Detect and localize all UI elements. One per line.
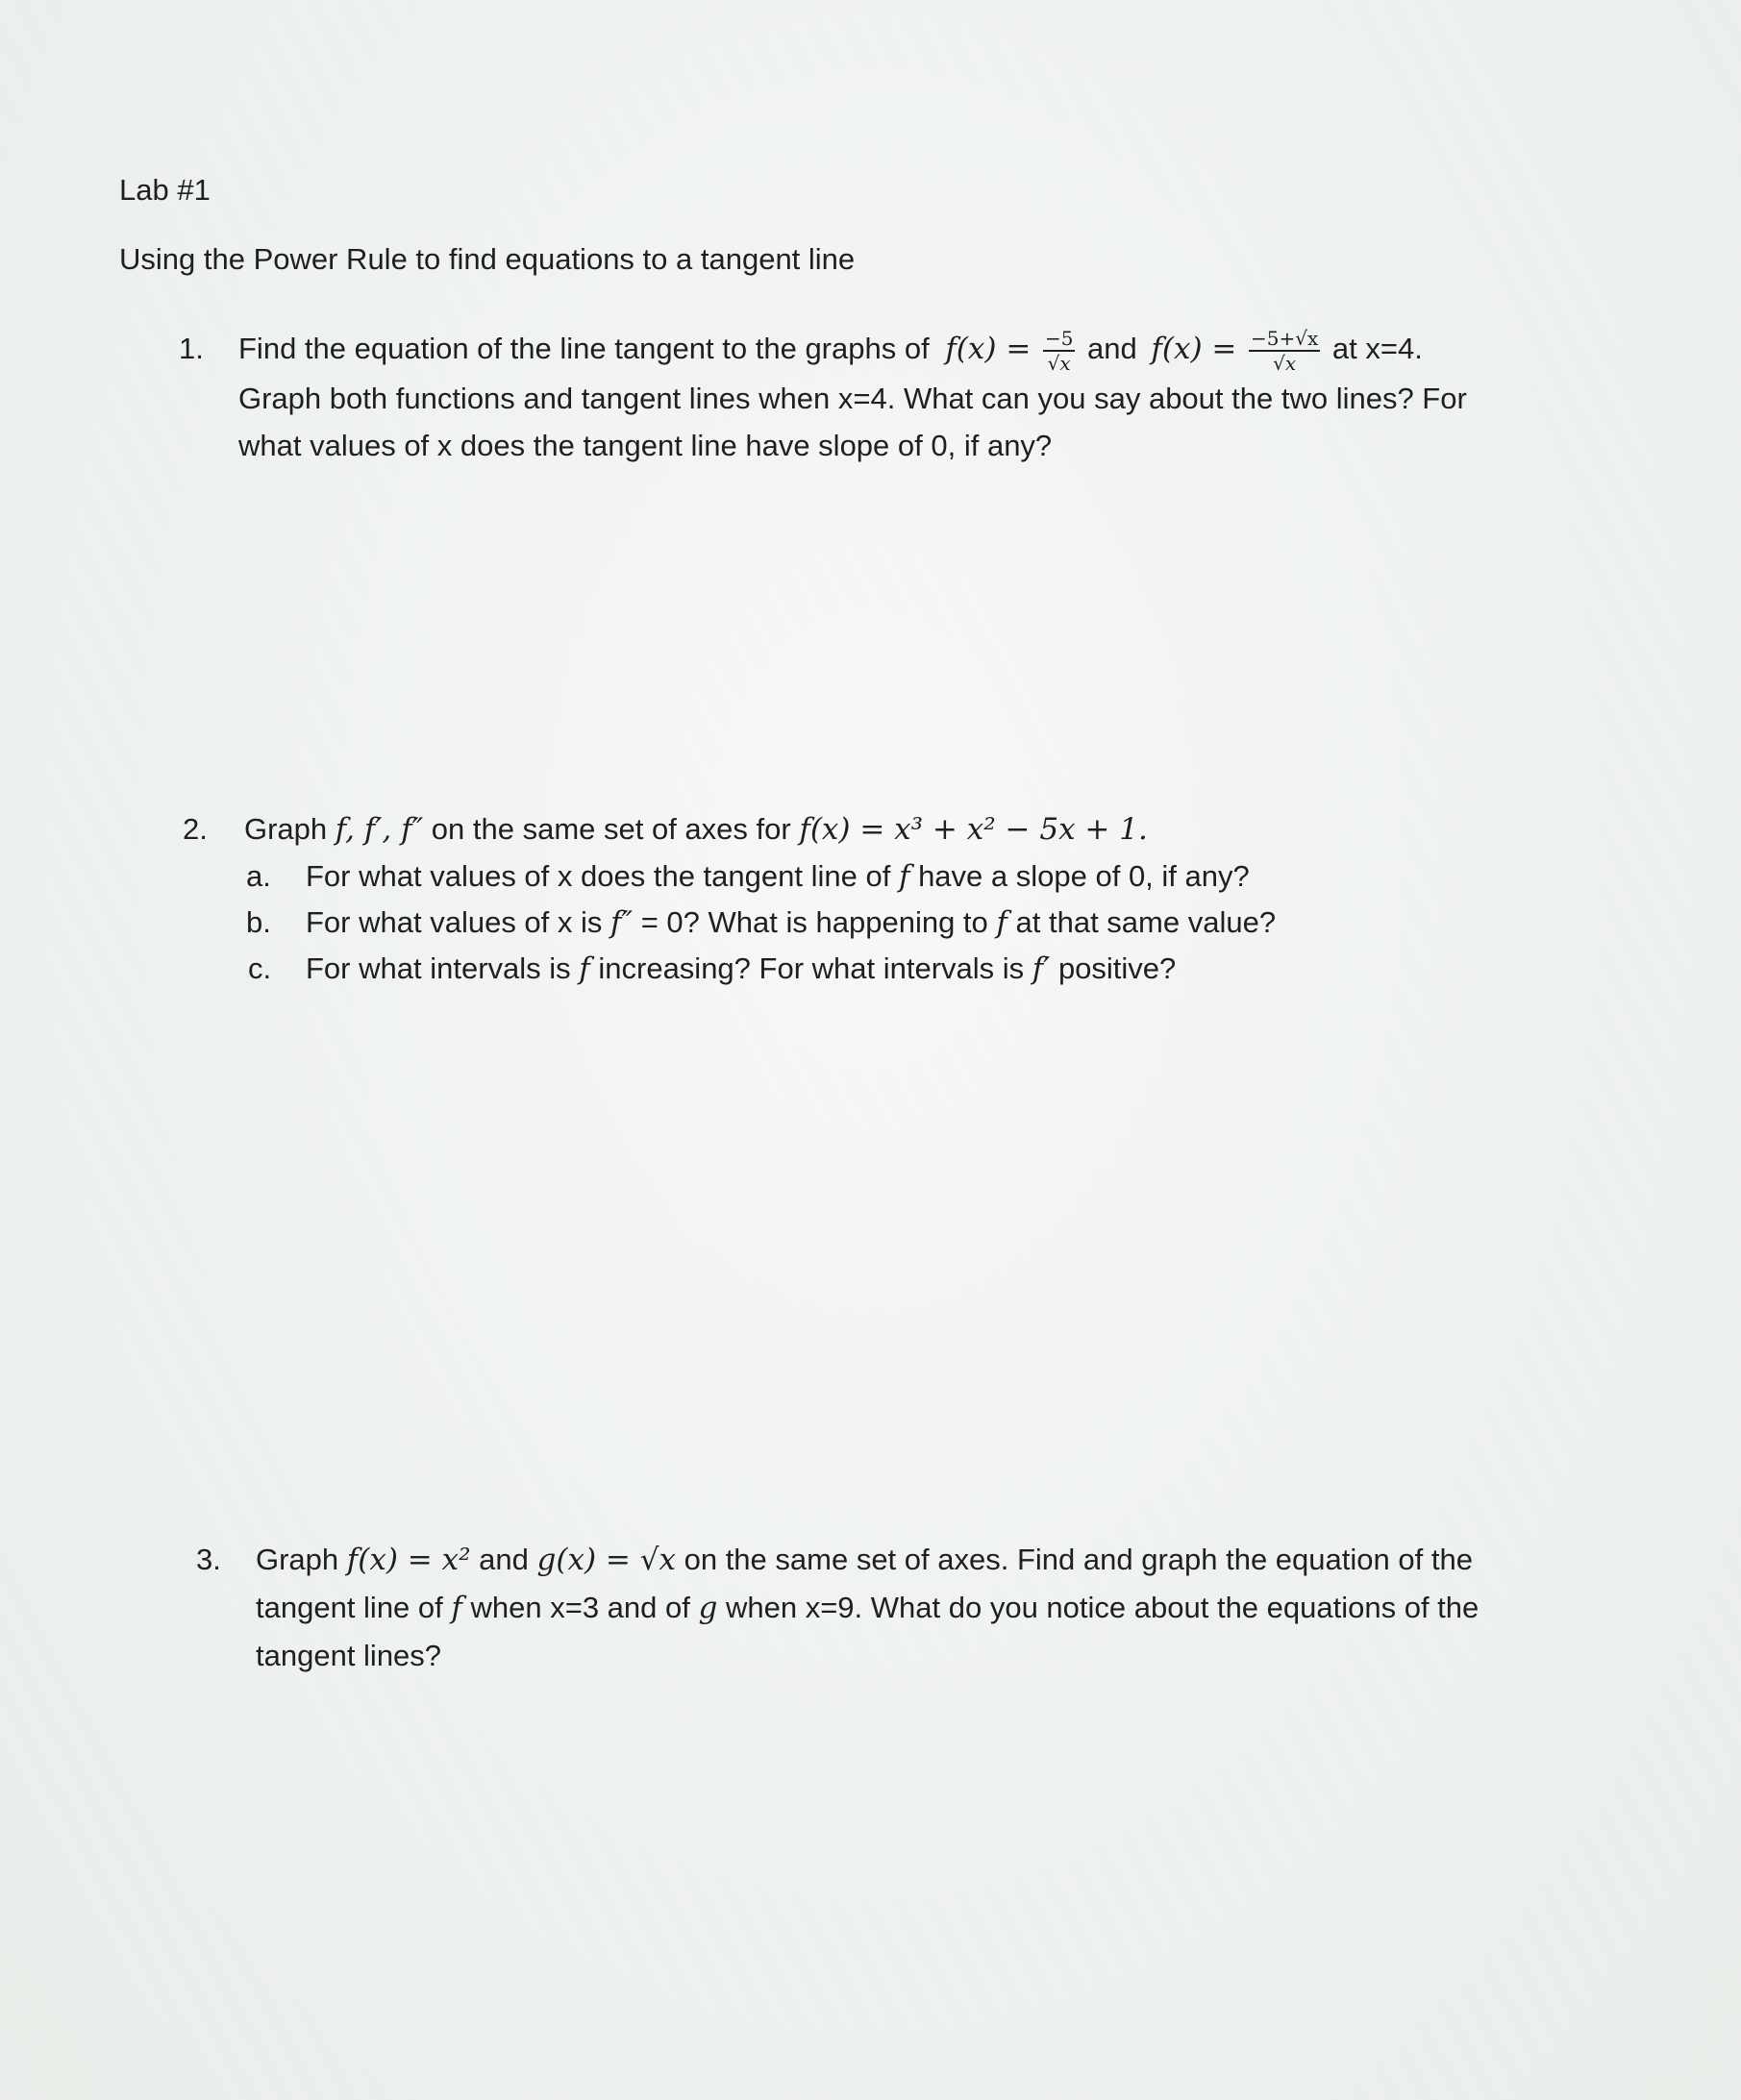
question-line: [256, 1584, 1698, 1632]
function-f: f: [451, 1591, 462, 1625]
function-f-derivative: f′: [1032, 951, 1051, 986]
function-f: f: [996, 905, 1007, 940]
question-line: [256, 1536, 1698, 1584]
question-line: what values of x does the tangent line have slope of 0, if any?: [238, 428, 1053, 462]
question-body: [256, 1536, 1698, 1679]
question-line: Graph both functions and tangent lines when x=4. What can you say about the two lines? For: [238, 381, 1467, 415]
function-g-equation: g(x) = √x: [536, 1543, 676, 1577]
question-text: when x=9. What do you notice about the equations of the: [725, 1591, 1480, 1624]
question-line: [238, 325, 1680, 375]
fraction-numerator: −5: [1044, 326, 1074, 350]
question-body: [238, 325, 1680, 469]
question-text: increasing? For what intervals is: [598, 951, 1025, 985]
question-text: tangent line of: [256, 1591, 443, 1624]
function-f-second-derivative: f″: [610, 905, 634, 940]
function-f-label-2: f(x) =: [1151, 332, 1237, 366]
question-text: For what values of x does the tangent line of: [306, 859, 891, 893]
lab-title: Lab #1: [119, 173, 211, 207]
question-text: at that same value?: [1015, 905, 1277, 939]
fraction-denominator: √x: [1273, 351, 1297, 375]
question-text: For what intervals is: [306, 951, 571, 985]
question-text: = 0? What is happening to: [640, 905, 988, 939]
function-f-equation: f(x) = x²: [346, 1543, 471, 1577]
sub-letter: a.: [246, 859, 271, 893]
question-text: at x=4.: [1331, 332, 1423, 365]
sub-body: [306, 852, 1250, 901]
question-2b: [0, 899, 1741, 946]
function-list: f, f′, f″: [335, 812, 424, 847]
fraction-numerator: −5+√x: [1251, 326, 1319, 350]
question-number: 3.: [196, 1543, 221, 1576]
question-2c: [0, 945, 1741, 992]
sub-body: [306, 899, 1276, 947]
function-f-label: f(x) =: [945, 332, 1032, 366]
question-line: tangent lines?: [256, 1639, 442, 1672]
question-text: on the same set of axes for: [431, 812, 791, 846]
question-text: positive?: [1057, 951, 1177, 985]
question-number: 2.: [183, 812, 208, 846]
question-text: Graph: [244, 812, 328, 846]
conjunction: and: [479, 1543, 529, 1576]
question-text: For what values of x is: [306, 905, 603, 939]
polynomial-equation: f(x) = x³ + x² − 5x + 1.: [799, 812, 1148, 847]
question-2a: [0, 852, 1741, 900]
question-text: on the same set of axes. Find and graph the equation of the: [684, 1543, 1473, 1576]
fraction-2: [1249, 327, 1320, 375]
question-text: have a slope of 0, if any?: [918, 859, 1250, 893]
conjunction: and: [1087, 332, 1137, 365]
fraction-1: [1043, 327, 1075, 375]
question-text: Graph: [256, 1543, 339, 1576]
sub-letter: c.: [248, 951, 272, 985]
question-number: 1.: [179, 332, 204, 365]
sub-letter: b.: [246, 905, 271, 939]
question-text: when x=3 and of: [470, 1591, 690, 1624]
fraction-denominator: √x: [1047, 351, 1071, 375]
question-text: Find the equation of the line tangent to the graphs of: [238, 332, 930, 365]
sub-body: [306, 945, 1176, 993]
function-f: f: [579, 951, 590, 986]
lab-subtitle: Using the Power Rule to find equations to a tangent line: [119, 242, 856, 276]
function-g: g: [698, 1591, 718, 1625]
function-f: f: [898, 859, 910, 894]
question-body: [244, 805, 1686, 853]
